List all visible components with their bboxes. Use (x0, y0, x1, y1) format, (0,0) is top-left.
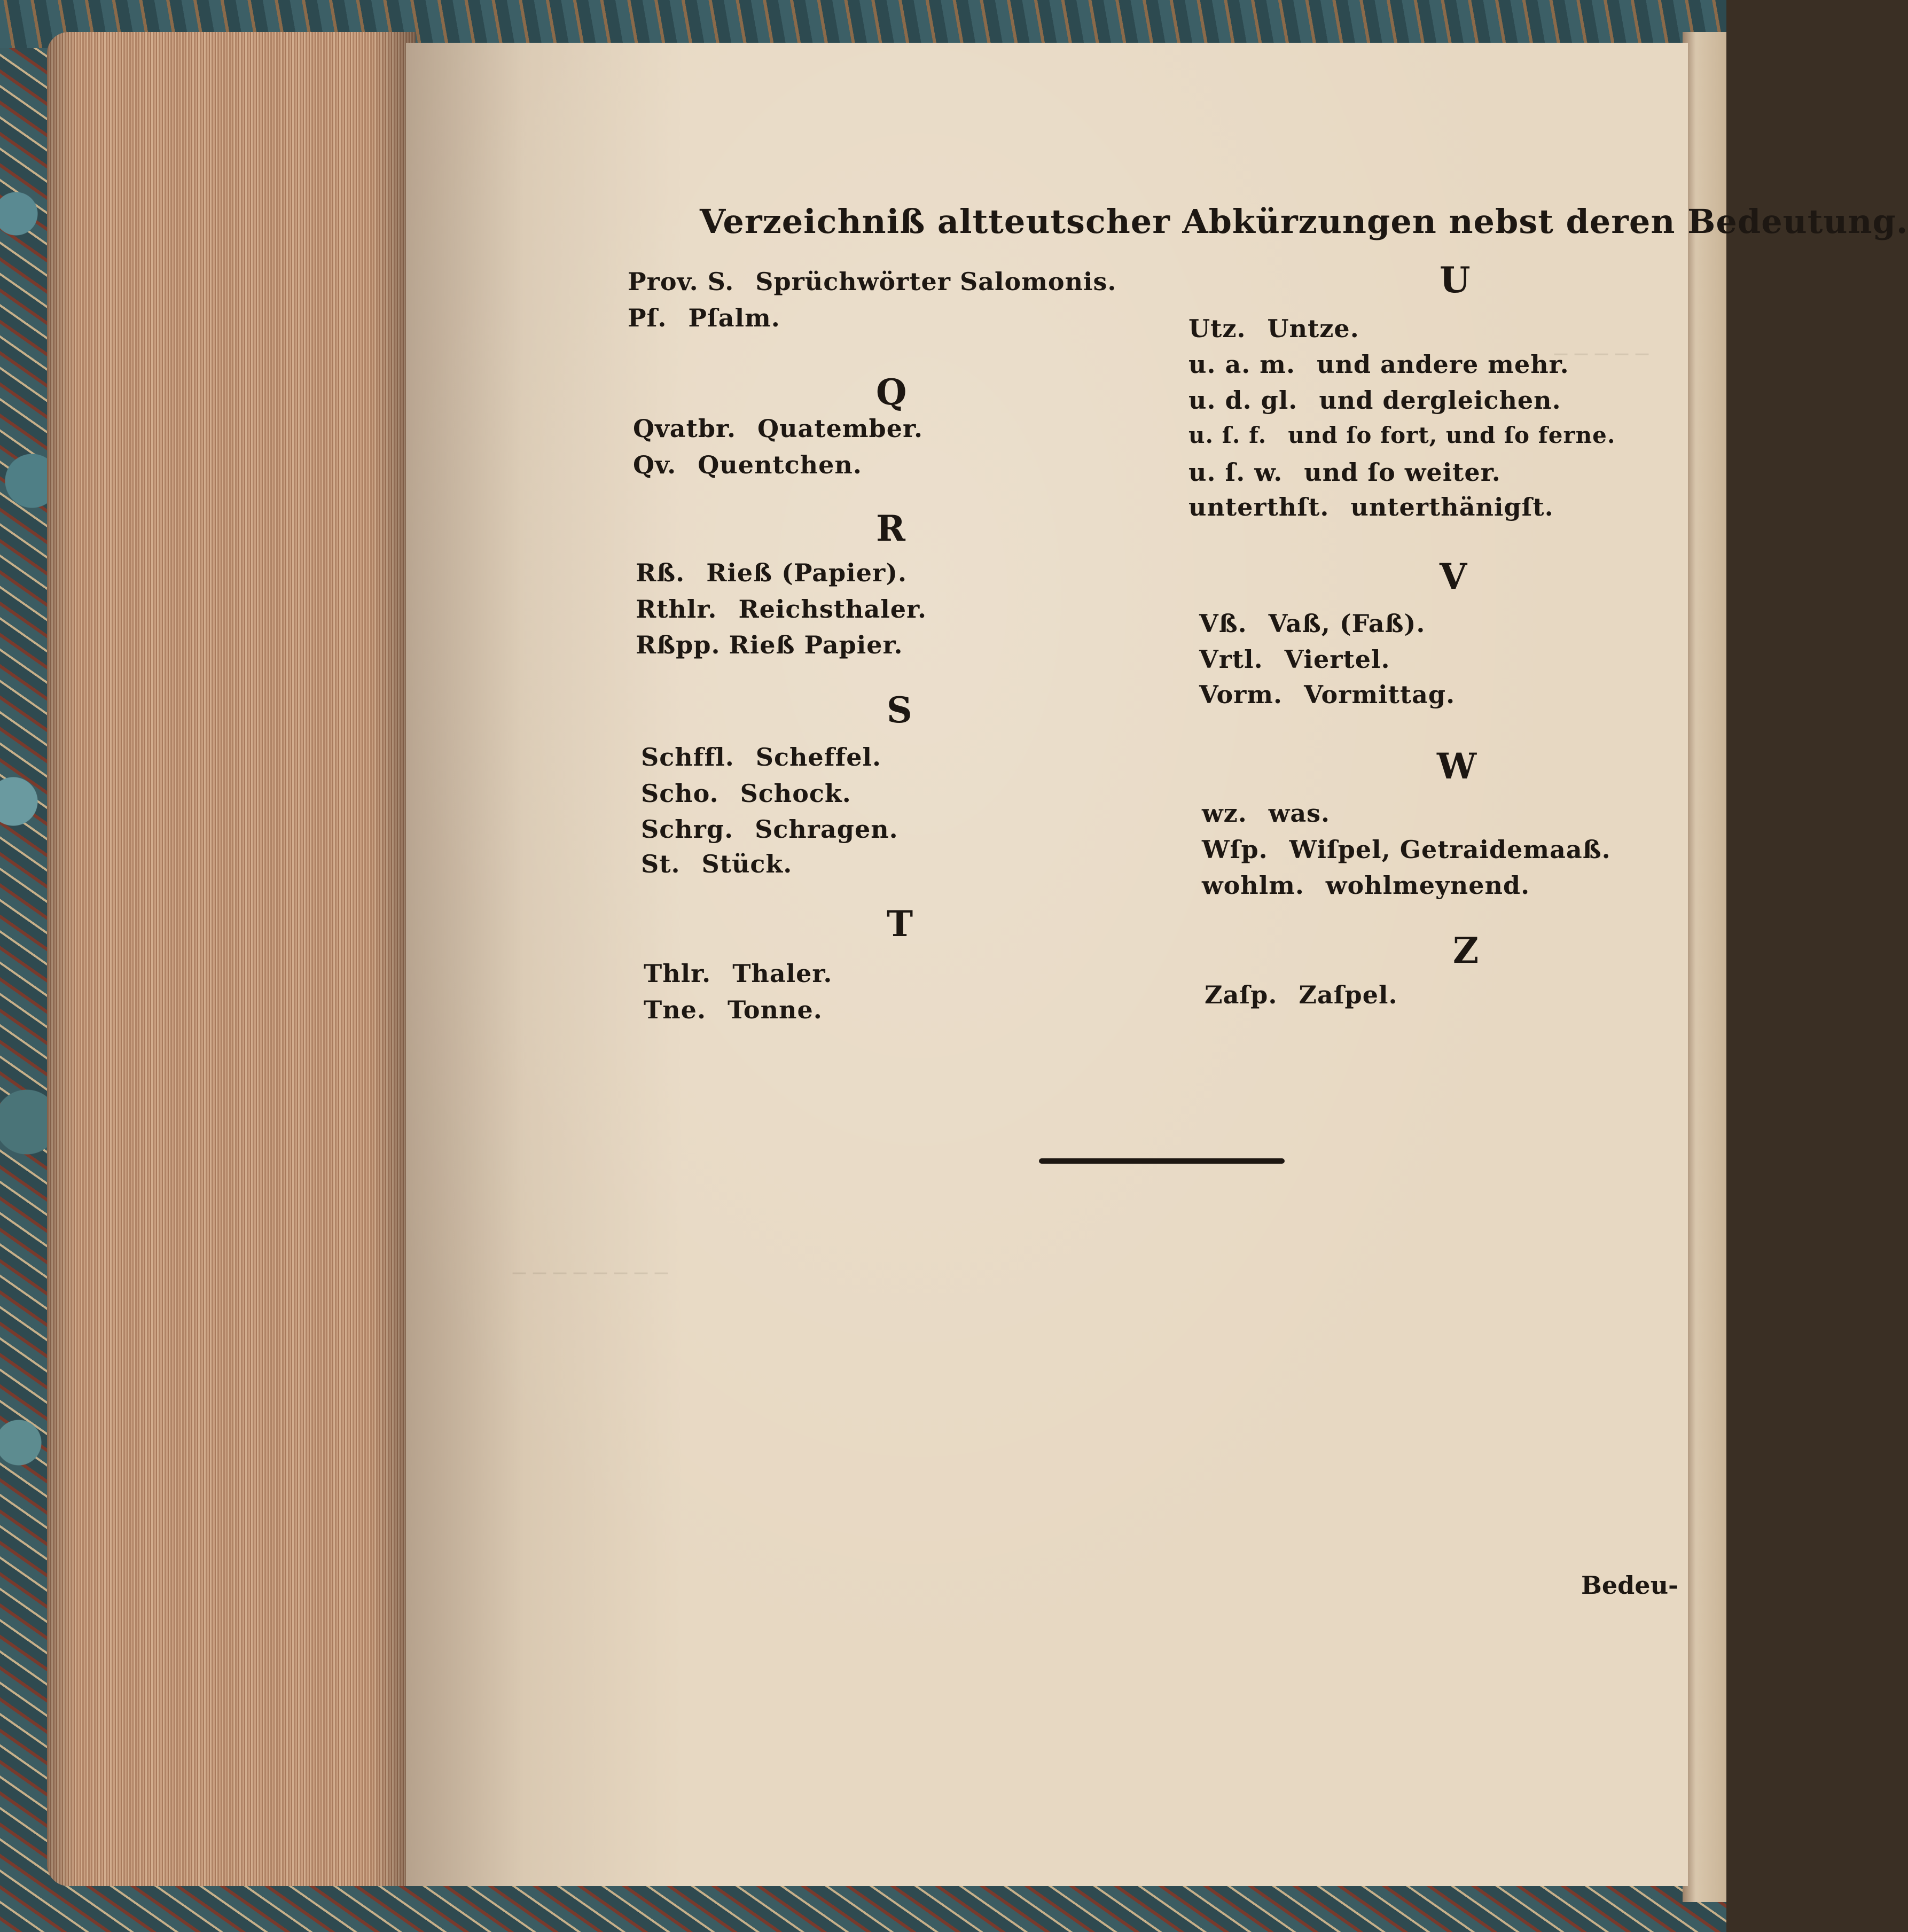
next-page-edge (1683, 32, 1726, 1902)
section-letter-u: U (1440, 259, 1471, 301)
entry-meaning: Wiſpel, Getraidemaaß. (1289, 835, 1611, 864)
entry-abbr: St. (641, 850, 681, 878)
entry-abbr: Tne. (644, 995, 706, 1024)
entry-row (1188, 350, 1569, 379)
entry-row (644, 995, 823, 1024)
entry-meaning: und ſo fort, und ſo ferne. (1288, 422, 1616, 448)
entry-row (641, 850, 792, 878)
entry-row (633, 450, 862, 479)
entry-abbr: unterthſt. (1188, 493, 1330, 521)
section-letter-z: Z (1453, 930, 1479, 971)
show-through-text: ─ ─ ─ ─ ─ (1554, 342, 1649, 367)
entry-row (1188, 493, 1554, 521)
entry-meaning: und ſo weiter. (1304, 458, 1501, 487)
section-letter-t: T (887, 903, 913, 945)
entry-abbr: u. a. m. (1188, 350, 1295, 379)
entry-meaning: Quatember. (757, 414, 924, 443)
entry-row (633, 414, 923, 443)
catchword: Bedeu- (1581, 1571, 1679, 1600)
entry-row (636, 595, 927, 624)
entry-row (1205, 980, 1397, 1009)
entry-meaning: Tonne. (727, 995, 823, 1024)
entry-meaning: wohlmeynend. (1325, 871, 1530, 900)
entry-abbr: Qv. (633, 450, 677, 479)
entry-abbr: u. ſ. w. (1188, 458, 1283, 487)
entry-row (1202, 799, 1330, 828)
entry-abbr: wz. (1202, 799, 1247, 828)
entry-meaning: Vaß, (Faß). (1268, 609, 1426, 638)
entry-abbr: Schrg. (641, 815, 734, 844)
entry-meaning: Quentchen. (698, 450, 862, 479)
entry-abbr: Prov. S. (628, 267, 734, 296)
entry-abbr: u. ſ. f. (1188, 422, 1267, 448)
entry-row (1199, 680, 1455, 709)
entry-meaning: und dergleichen. (1319, 386, 1561, 415)
entry-row (1202, 835, 1611, 864)
entry-row (628, 303, 780, 332)
entry-row (1188, 314, 1359, 343)
entry-row (641, 779, 851, 808)
entry-meaning: Scheffel. (755, 743, 882, 772)
entry-meaning: was. (1268, 799, 1331, 828)
entry-row (628, 267, 1116, 296)
page-title: Verzeichniß altteutscher Abkürzungen nebst deren Bedeutung. (700, 202, 1908, 241)
entry-meaning: Zaſpel. (1299, 980, 1398, 1009)
entry-meaning: Schragen. (755, 815, 898, 844)
entry-row (636, 558, 907, 587)
end-rule (1039, 1158, 1285, 1164)
entry-meaning: Schock. (740, 779, 851, 808)
section-letter-q: Q (876, 371, 907, 413)
entry-meaning: Stück. (701, 850, 793, 878)
entry-meaning: Viertel. (1284, 645, 1390, 674)
entry-row (1199, 609, 1425, 638)
entry-abbr: Scho. (641, 779, 719, 808)
entry-row (641, 815, 898, 844)
entry-meaning: Thaler. (732, 959, 833, 988)
entry-meaning: Rieß (Papier). (706, 558, 907, 587)
entry-row (1202, 871, 1530, 900)
entry-meaning: Reichsthaler. (738, 595, 927, 624)
entry-meaning: Rieß Papier. (729, 630, 903, 659)
entry-abbr: Zaſp. (1205, 980, 1278, 1009)
book-page (406, 43, 1688, 1886)
entry-abbr: Rßpp. (636, 630, 721, 659)
entry-meaning: und andere mehr. (1317, 350, 1569, 379)
entry-row (1188, 422, 1615, 448)
entry-abbr: Thlr. (644, 959, 711, 988)
entry-abbr: u. d. gl. (1188, 386, 1298, 415)
entry-abbr: Wſp. (1202, 835, 1268, 864)
entry-abbr: Qvatbr. (633, 414, 737, 443)
entry-row (636, 630, 903, 659)
entry-meaning: unterthänigſt. (1350, 493, 1554, 521)
entry-row (644, 959, 832, 988)
entry-meaning: Pſalm. (688, 303, 780, 332)
entry-abbr: Vrtl. (1199, 645, 1263, 674)
entry-row (1188, 386, 1561, 415)
entry-abbr: Vorm. (1199, 680, 1283, 709)
entry-abbr: Schffl. (641, 743, 734, 772)
entry-row (1199, 645, 1390, 674)
section-letter-v: V (1440, 556, 1467, 597)
page-block-edge (47, 32, 416, 1886)
section-letter-s: S (887, 689, 912, 731)
entry-abbr: Utz. (1188, 314, 1246, 343)
section-letter-r: R (876, 508, 905, 549)
entry-meaning: Sprüchwörter Salomonis. (755, 267, 1117, 296)
entry-row (1188, 458, 1501, 487)
entry-meaning: Vormittag. (1304, 680, 1456, 709)
entry-row (641, 743, 881, 772)
entry-abbr: Pſ. (628, 303, 667, 332)
entry-meaning: Untze. (1267, 314, 1359, 343)
entry-abbr: Rß. (636, 558, 685, 587)
entry-abbr: Vß. (1199, 609, 1247, 638)
section-letter-w: W (1437, 745, 1477, 787)
entry-abbr: Rthlr. (636, 595, 717, 624)
show-through-text: ─ ─ ─ ─ ─ ─ ─ ─ (513, 1261, 668, 1286)
entry-abbr: wohlm. (1202, 871, 1304, 900)
